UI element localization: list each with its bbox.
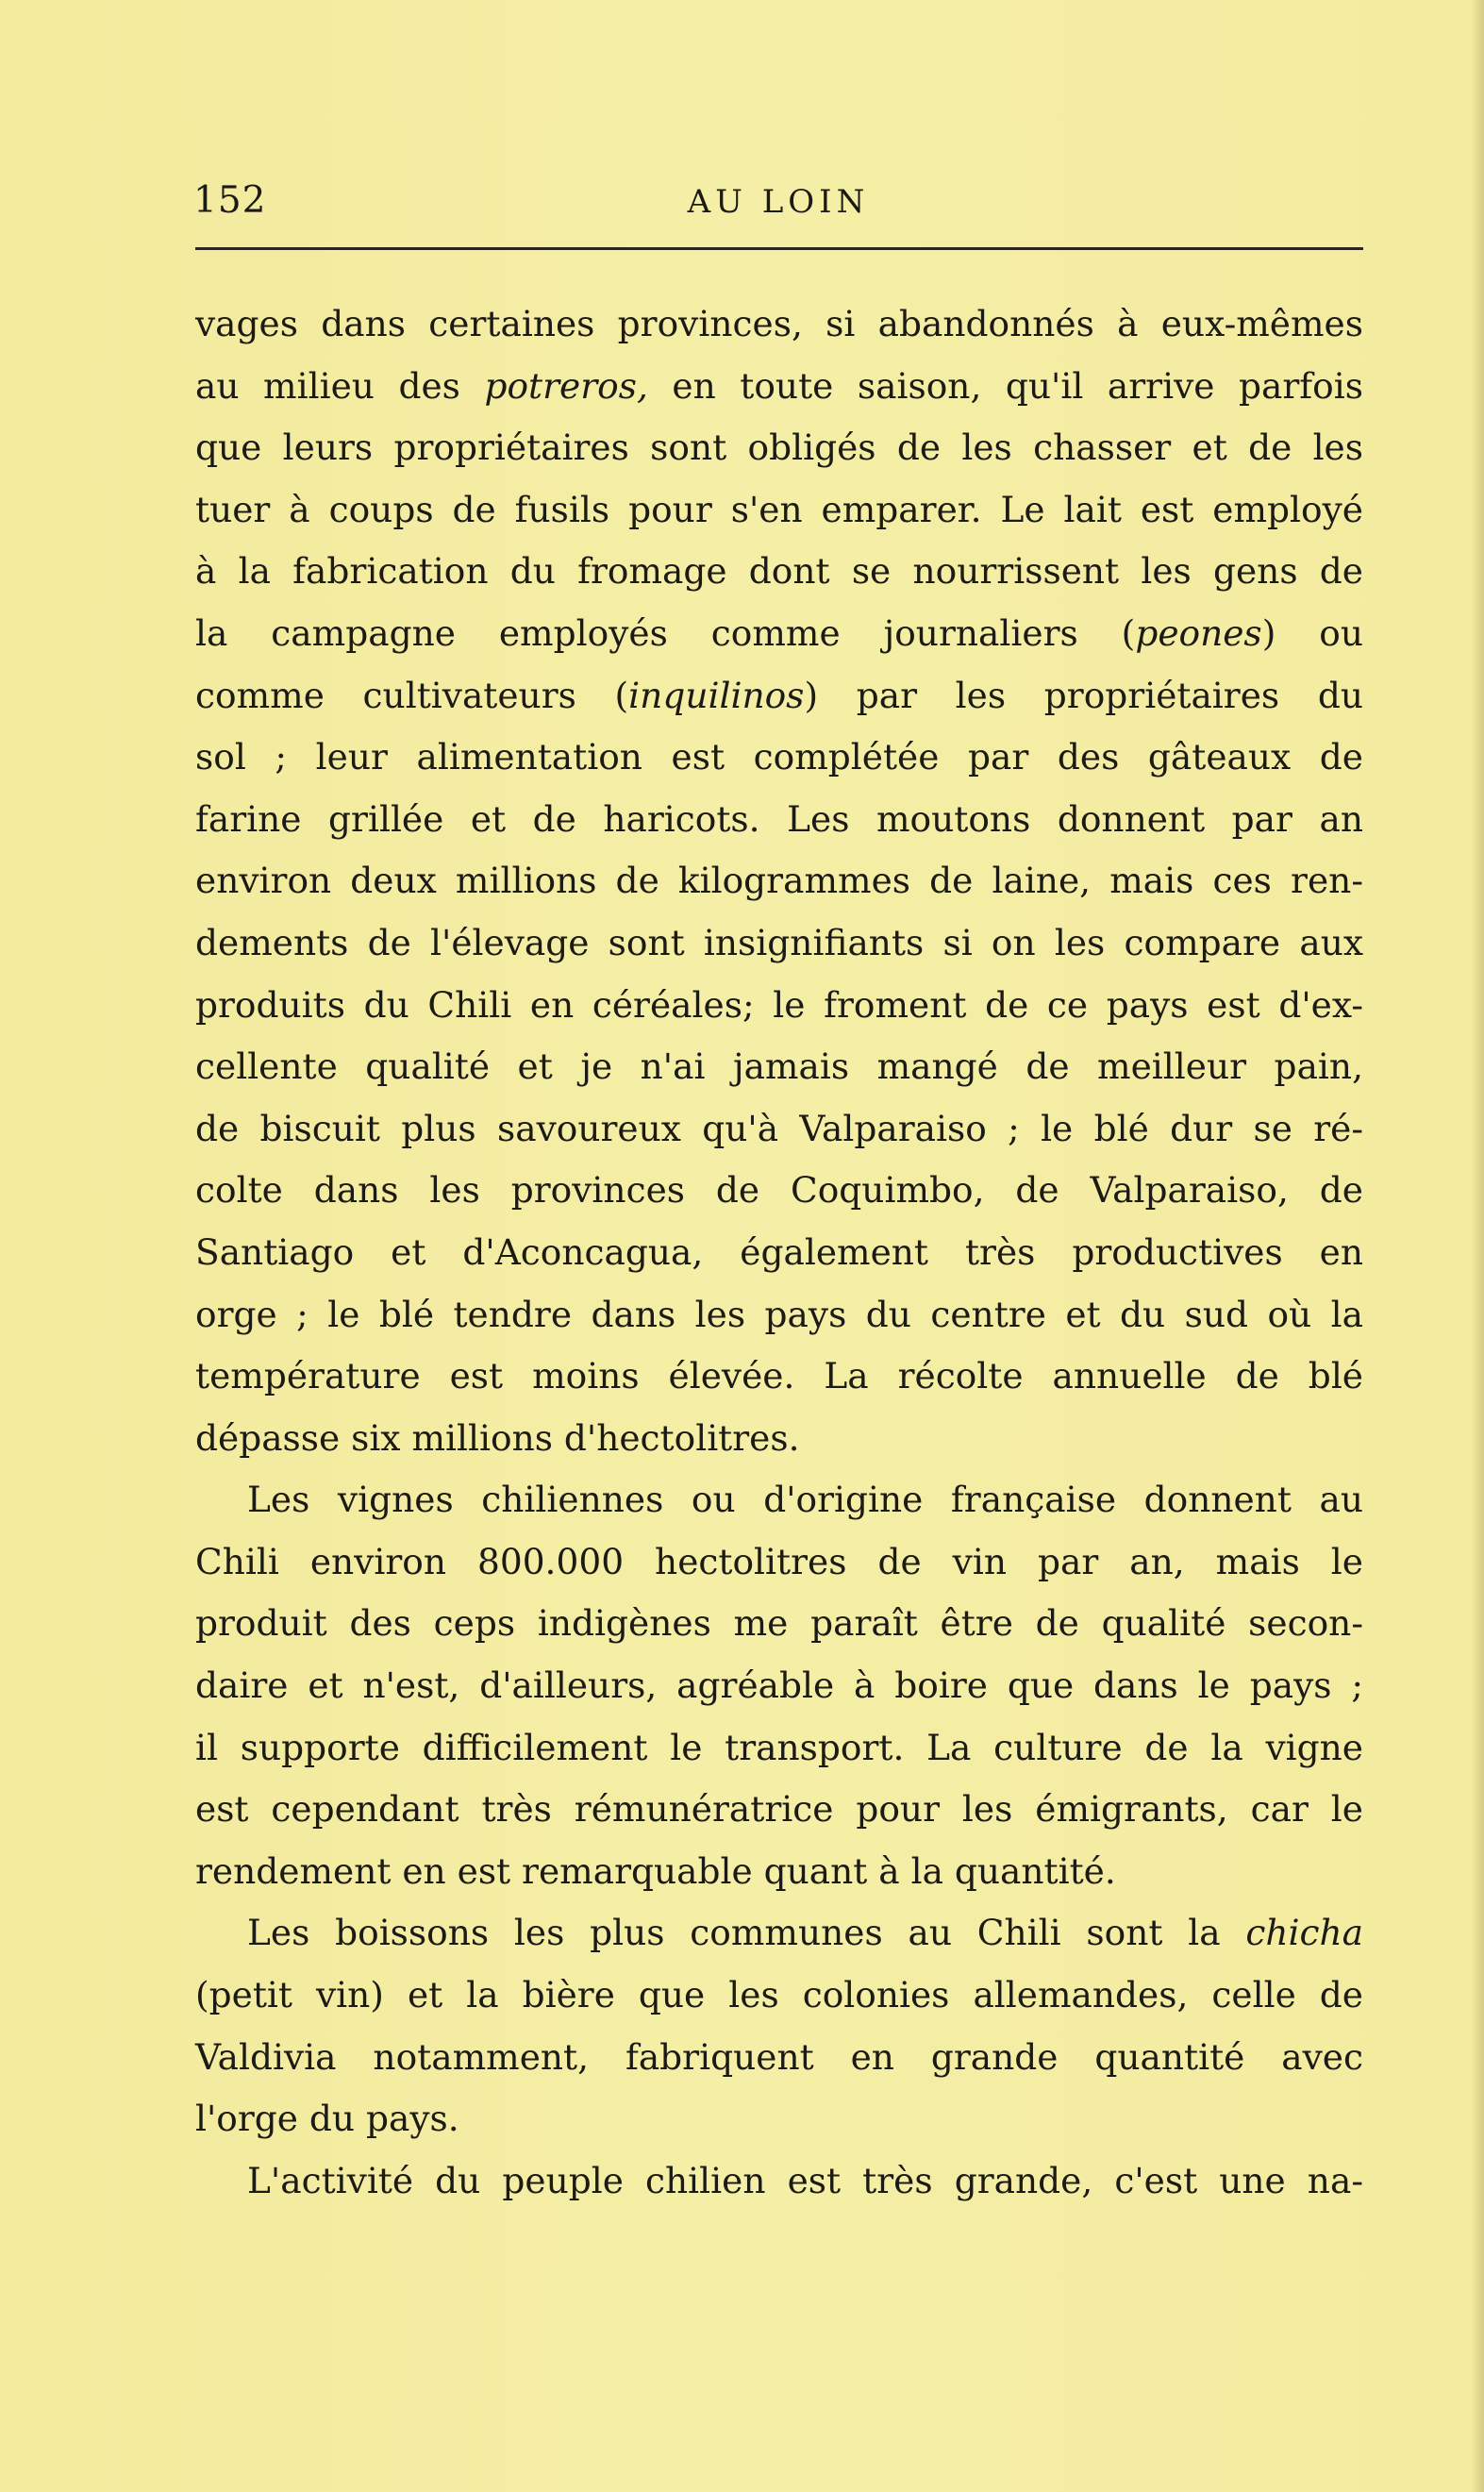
text-line: produits du Chili en céréales; le froment de ce pays est d'ex- — [195, 983, 1363, 1026]
body-text — [195, 293, 1363, 2212]
text-line: cellente qualité et je n'ai jamais mangé de meilleur pain, — [195, 1045, 1363, 1088]
text-line: la campagne employés comme journaliers (peones) ou — [195, 611, 1363, 654]
text-line: produit des ceps indigènes me paraît être de qualité secon- — [195, 1602, 1363, 1645]
page-number: 152 — [193, 179, 267, 222]
text-line: de biscuit plus savoureux qu'à Valparaiso ; le blé dur se ré- — [195, 1107, 1363, 1149]
text-line: sol ; leur alimentation est complétée par des gâteaux de — [195, 736, 1363, 778]
text-line: L'activité du peuple chilien est très grande, c'est une na- — [247, 2159, 1363, 2201]
header-rule — [195, 247, 1363, 250]
italic-term: peones — [1135, 611, 1262, 654]
text-line: dements de l'élevage sont insignifiants si on les compare aux — [195, 921, 1363, 963]
text-line: rendement en est remarquable quant à la quantité. — [195, 1849, 1116, 1892]
text-line: température est moins élevée. La récolte annuelle de blé — [195, 1355, 1363, 1397]
text-line: Les vignes chiliennes ou d'origine française donnent au — [247, 1479, 1363, 1521]
text-line: (petit vin) et la bière que les colonies allemandes, celle de — [195, 1974, 1363, 2016]
text-line: dépasse six millions d'hectolitres. — [195, 1416, 800, 1459]
text-line: orge ; le blé tendre dans les pays du centre et du sud où la — [195, 1293, 1363, 1335]
text-line: Chili environ 800.000 hectolitres de vin par an, mais le — [195, 1540, 1363, 1582]
text-line: au milieu des potreros, en toute saison, qu'il arrive parfois — [195, 364, 1363, 407]
text-line: daire et n'est, d'ailleurs, agréable à boire que dans le pays ; — [195, 1664, 1363, 1707]
text-line: à la fabrication du fromage dont se nourrissent les gens de — [195, 550, 1363, 593]
page-header — [193, 179, 1363, 226]
italic-term: inquilinos — [628, 674, 805, 716]
text-line: que leurs propriétaires sont obligés de les chasser et de les — [195, 426, 1363, 469]
italic-term: chicha — [1245, 1912, 1363, 1954]
text-line: est cependant très rémunératrice pour les émigrants, car le — [195, 1788, 1363, 1831]
text-line: Santiago et d'Aconcagua, également très productives en — [195, 1230, 1363, 1273]
text-line: vages dans certaines provinces, si abandonnés à eux-mêmes — [195, 303, 1363, 344]
text-line: farine grillée et de haricots. Les moutons donnent par an — [195, 797, 1363, 840]
running-title: AU LOIN — [687, 183, 870, 221]
text-line: environ deux millions de kilogrammes de laine, mais ces ren- — [195, 860, 1363, 902]
text-line: Les boissons les plus communes au Chili sont la chicha — [247, 1912, 1363, 1954]
page-edge-shadow — [1471, 0, 1484, 2492]
italic-term: potreros, — [484, 364, 648, 407]
text-line: il supporte difficilement le transport. La culture de la vigne — [195, 1726, 1363, 1768]
text-line: tuer à coups de fusils pour s'en emparer. Le lait est employé — [195, 488, 1363, 530]
text-line: colte dans les provinces de Coquimbo, de Valparaiso, de — [195, 1169, 1363, 1212]
text-line: l'orge du pays. — [195, 2098, 459, 2140]
text-line: comme cultivateurs (inquilinos) par les propriétaires du — [195, 674, 1363, 716]
text-line: Valdivia notamment, fabriquent en grande quantité avec — [195, 2035, 1363, 2078]
